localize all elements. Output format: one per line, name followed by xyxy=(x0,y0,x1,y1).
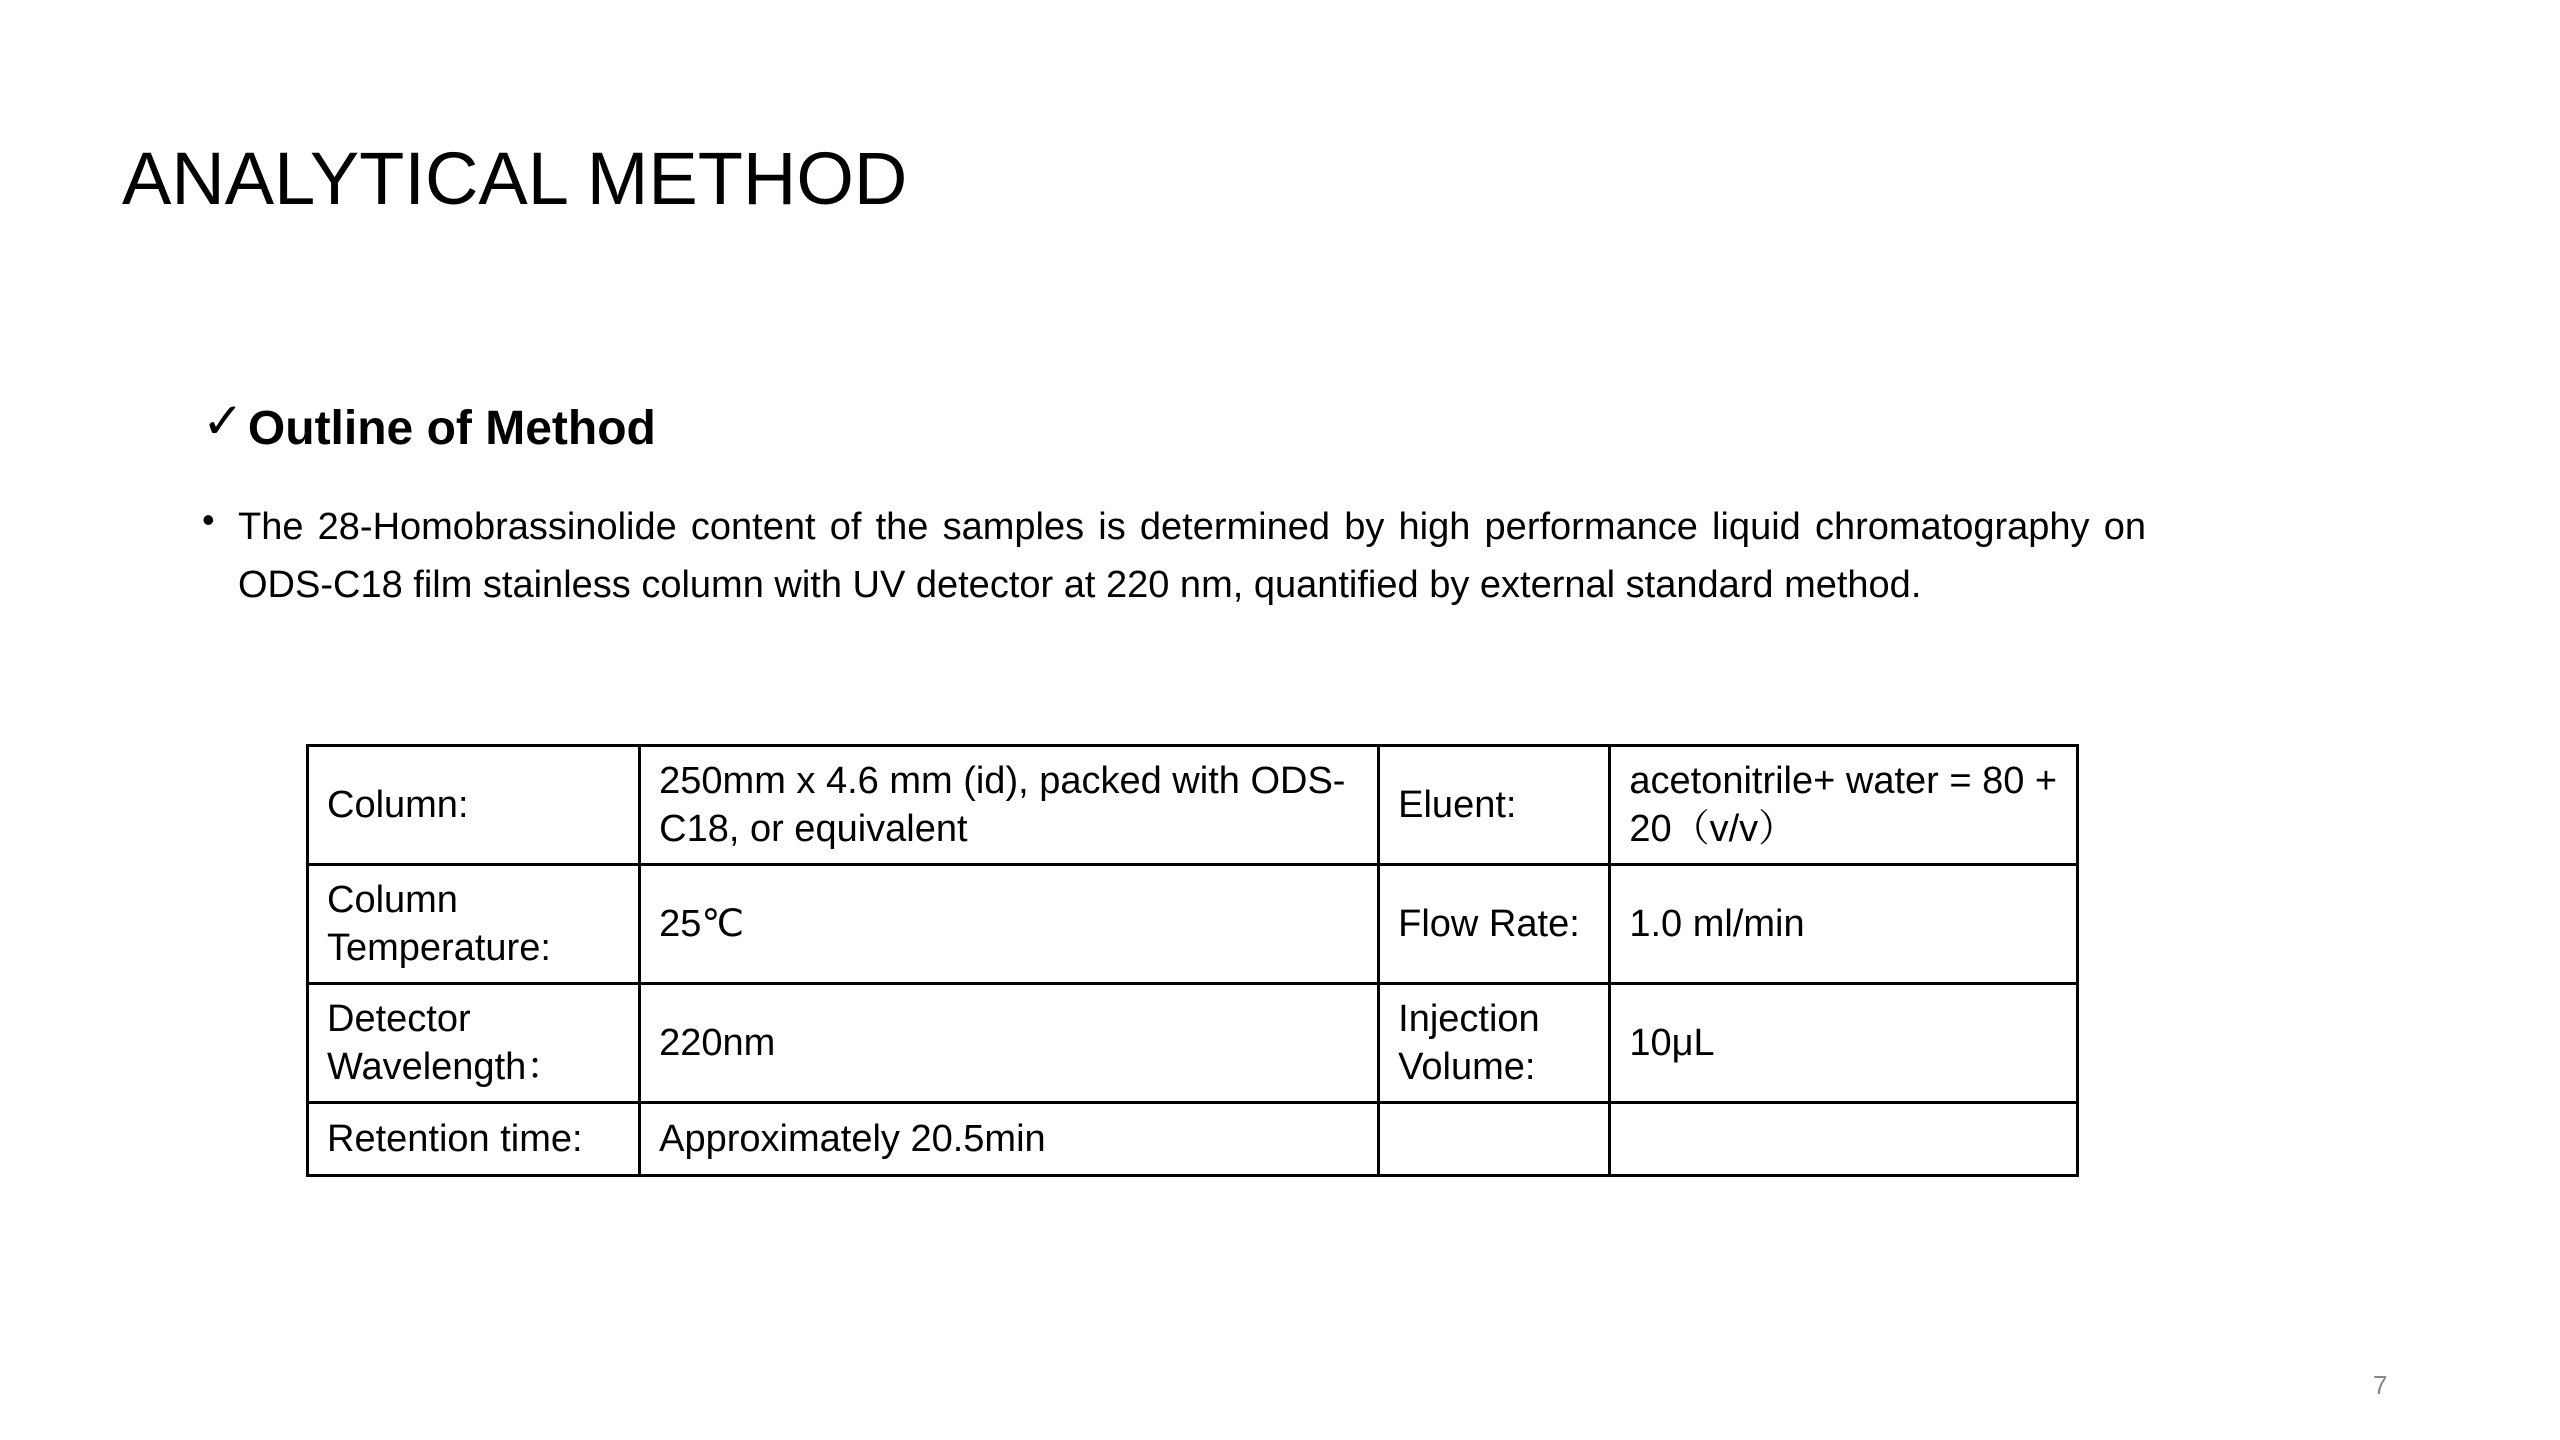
table-row xyxy=(308,984,2078,1103)
bullet-dot-icon: • xyxy=(202,499,215,540)
table-cell-label: Injection Volume: xyxy=(1379,984,1610,1103)
table-cell-label: Retention time: xyxy=(308,1103,640,1176)
table-row xyxy=(308,1103,2078,1176)
table-cell-value: 250mm x 4.6 mm (id), packed with ODS-C18, or equivalent xyxy=(640,746,1379,865)
section-heading-text: Outline of Method xyxy=(247,402,656,455)
section-heading xyxy=(202,392,656,455)
table-cell-label: Column Temperature: xyxy=(308,865,640,984)
table-cell-value: 10μL xyxy=(1610,984,2078,1103)
slide-title: ANALYTICAL METHOD xyxy=(122,137,908,220)
table-cell-value: 25℃ xyxy=(640,865,1379,984)
table-cell-label: Flow Rate: xyxy=(1379,865,1610,984)
table-cell-label: Column: xyxy=(308,746,640,865)
table-cell-value: 1.0 ml/min xyxy=(1610,865,2078,984)
table-cell-label: Detector Wavelength： xyxy=(308,984,640,1103)
method-outline-text: The 28-Homobrassinolide content of the samples is determined by high performance liquid chromatography on ODS-C18 film stainless column with UV detector at 220 nm, quantified by external standard method. xyxy=(238,506,2146,606)
table-cell-value: acetonitrile+ water = 80 + 20（v/v） xyxy=(1610,746,2078,865)
table-cell-label: Eluent: xyxy=(1379,746,1610,865)
table-cell-empty xyxy=(1610,1103,2078,1176)
table-cell-value: Approximately 20.5min xyxy=(640,1103,1379,1176)
page-number: 7 xyxy=(2373,1370,2388,1400)
table-row xyxy=(308,746,2078,865)
table-cell-empty xyxy=(1379,1103,1610,1176)
table-row xyxy=(308,865,2078,984)
method-parameters-table xyxy=(306,744,2079,1177)
table-cell-value: 220nm xyxy=(640,984,1379,1103)
checkmark-icon: ✓ xyxy=(202,392,244,450)
